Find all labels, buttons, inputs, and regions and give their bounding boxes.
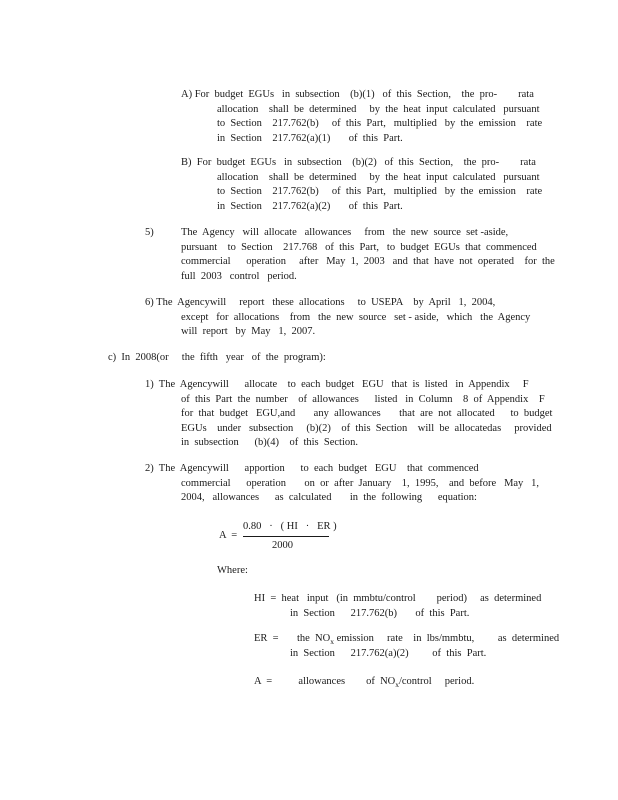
text-line: allocation shall be determined by the heat input calculated pursuant: [217, 103, 540, 115]
text-line: pursuant to Section 217.768 of this Part, to budget EGUs that commenced: [181, 241, 537, 253]
text-line: HI = heat input (in mmbtu/control period) as determined: [254, 593, 542, 604]
text-line: for that budget EGU,and any allowances that are not allocated to budget: [181, 408, 553, 419]
item-5-paragraph: [0, 226, 618, 284]
section-c-heading: [108, 351, 326, 366]
text-line: [0, 632, 618, 647]
text-line: Where:: [217, 565, 248, 576]
text-line: to Section 217.762(b) of this Part, multiplied by the emission rate: [217, 118, 543, 129]
text-line: allocation shall be determined by the heat input calculated pursuant: [217, 171, 540, 183]
equation-denominator: 2000: [272, 540, 293, 551]
text-line: [0, 675, 618, 690]
text-line: will report by May 1, 2007.: [181, 326, 316, 337]
a-text-b: /control period.: [398, 676, 475, 687]
text-line: in Section 217.762(a)(2) of this Part.: [217, 200, 403, 212]
text-line: of this Part the number of allowances listed in Column 8 of Appendix F: [181, 393, 545, 405]
equation-numerator: 0.80 · ( HI · ER ): [243, 521, 337, 532]
er-text-a: ER = the NO: [254, 633, 331, 644]
text-line: 1) The Agencywill allocate to each budget EGU that is listed in Appendix F: [145, 379, 529, 390]
section-c-item-1: [0, 378, 618, 451]
text-line: The Agency will allocate allowances from the new source set -aside,: [181, 227, 509, 238]
text-line: 2) The Agencywill apportion to each budget EGU that commenced: [145, 463, 479, 474]
text-line: to Section 217.762(b) of this Part, multiplied by the emission rate: [217, 186, 543, 197]
equation-lhs: A =: [219, 530, 238, 541]
where-label: [217, 564, 248, 579]
item-a-paragraph: [0, 88, 618, 146]
item-marker: 5): [145, 227, 154, 238]
allowance-equation: [0, 514, 618, 554]
text-line: B) For budget EGUs in subsection (b)(2) of this Section, the pro- rata: [181, 157, 536, 168]
text-line: 2004, allowances as calculated in the following equation:: [181, 492, 477, 503]
text-line: in subsection (b)(4) of this Section.: [181, 437, 359, 448]
text-line: except for allocations from the new source set - aside, which the Agency: [181, 311, 531, 323]
text-line: commercial operation after May 1, 2003 and that have not operated for the: [181, 256, 555, 267]
text-line: commercial operation on or after January 1, 1995, and before May 1,: [181, 477, 540, 489]
item-b-paragraph: [0, 156, 618, 214]
text-line: in Section 217.762(a)(2) of this Part.: [290, 647, 487, 659]
text-line: in Section 217.762(b) of this Part.: [290, 607, 470, 619]
er-text-b: emission rate in lbs/mmbtu, as determined: [333, 633, 560, 644]
nox-subscript: x: [395, 680, 399, 689]
fraction-bar: [243, 536, 329, 537]
definition-hi: [0, 592, 618, 621]
text-line: c) In 2008(or the fifth year of the program):: [108, 352, 326, 363]
text-line: EGUs under subsection (b)(2) of this Section will be allocatedas provided: [181, 422, 552, 434]
item-6-paragraph: [0, 296, 618, 340]
nox-subscript: x: [330, 637, 334, 646]
text-line: 6) The Agencywill report these allocations to USEPA by April 1, 2004,: [145, 297, 496, 308]
text-line: full 2003 control period.: [181, 270, 297, 282]
definition-a: [0, 675, 618, 690]
text-line: A) For budget EGUs in subsection (b)(1) of this Section, the pro- rata: [181, 89, 534, 100]
definition-er: [0, 632, 618, 661]
section-c-item-2: [0, 462, 618, 506]
a-text-a: A = allowances of NO: [254, 676, 396, 687]
text-line: in Section 217.762(a)(1) of this Part.: [217, 132, 403, 144]
